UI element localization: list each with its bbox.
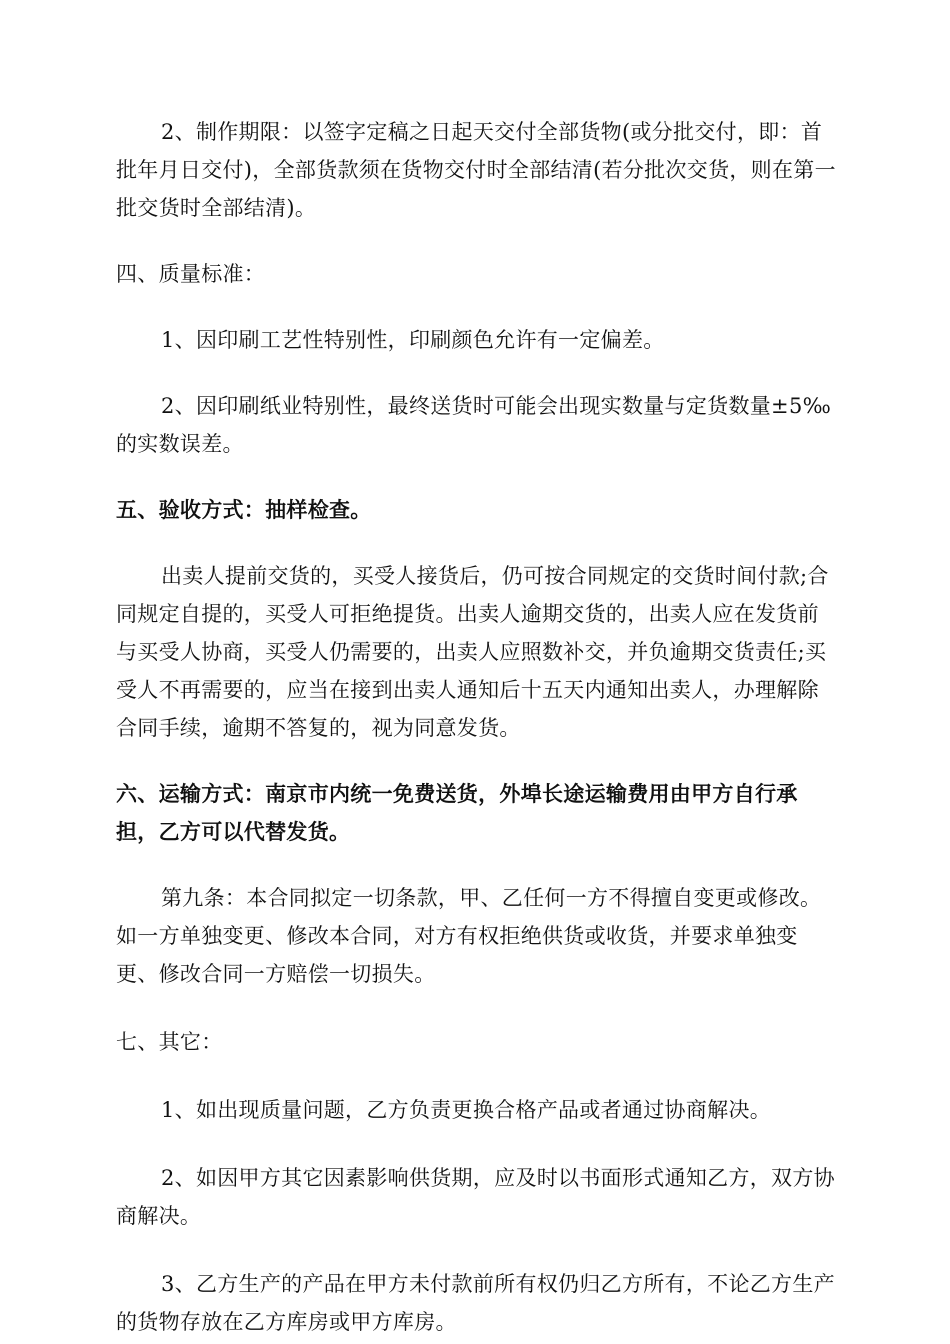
paragraph-acceptance-body: 出卖人提前交货的，买受人接货后，仍可按合同规定的交货时间付款;合同规定自提的，买受人可拒绝提货。出卖人逾期交货的，出卖人应在发货前与买受人协商，买受人仍需要的，出卖人应照数补交，并负逾期交货责任;买受人不再需要的，应当在接到出卖人通知后十五天内通知出卖人，办理解除合同手续，逾期不答复的，视为同意发货。 [116, 564, 829, 740]
document-body [116, 113, 838, 1341]
paragraph-article-nine: 第九条：本合同拟定一切条款，甲、乙任何一方不得擅自变更或修改。如一方单独变更、修改本合同，对方有权拒绝供货或收货，并要求单独变更、修改合同一方赔偿一切损失。 [116, 886, 822, 986]
paragraph-other-item-3: 3、乙方生产的产品在甲方未付款前所有权仍归乙方所有，不论乙方生产的货物存放在乙方库房或甲方库房。 [116, 1272, 835, 1334]
paragraph-quality-item-2: 2、因印刷纸业特别性，最终送货时可能会出现实数量与定货数量±5‰的实数误差。 [116, 394, 832, 456]
paragraph-other-item-2: 2、如因甲方其它因素影响供货期，应及时以书面形式通知乙方，双方协商解决。 [116, 1166, 835, 1228]
heading-other: 七、其它： [116, 1030, 223, 1054]
paragraph-other-item-1: 1、如出现质量问题，乙方负责更换合格产品或者通过协商解决。 [161, 1098, 772, 1122]
paragraph-quality-item-1: 1、因印刷工艺性特别性，印刷颜色允许有一定偏差。 [161, 328, 665, 352]
paragraph-production-period: 2、制作期限：以签字定稿之日起天交付全部货物(或分批交付，即：首批年月日交付)，全部货款须在货物交付时全部结清(若分批次交货，则在第一批交货时全部结清)。 [116, 120, 836, 220]
heading-acceptance-method: 五、验收方式：抽样检查。 [116, 497, 372, 522]
heading-transport-method: 六、运输方式：南京市内统一免费送货，外埠长途运输费用由甲方自行承担，乙方可以代替发货。 [116, 781, 798, 844]
heading-quality-standard: 四、质量标准： [116, 262, 266, 286]
